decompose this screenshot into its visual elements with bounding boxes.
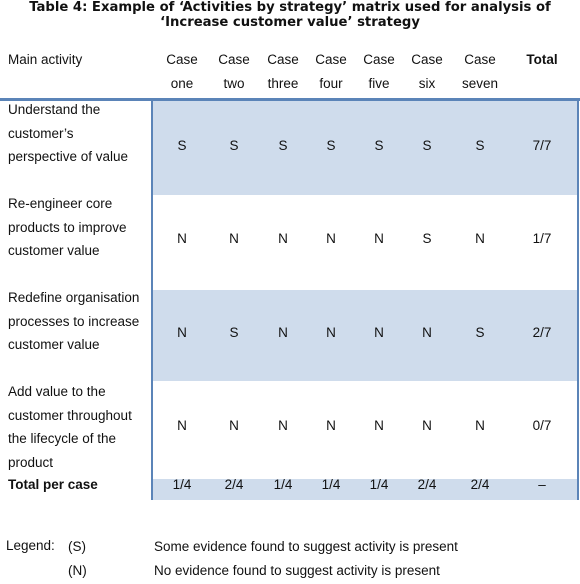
row-4-case-two: N <box>229 418 239 433</box>
row-2-case-six: S <box>422 231 432 246</box>
row-2-case-two: N <box>229 231 239 246</box>
row-3-case-seven: S <box>475 325 485 340</box>
row-1-case-two: S <box>229 138 239 153</box>
header-case-number: five <box>368 76 390 91</box>
header-case-label: Case <box>166 52 198 67</box>
activity-line: product <box>8 454 54 470</box>
row-2-case-three: N <box>278 231 288 246</box>
header-main-activity: Main activity <box>8 52 83 67</box>
total-case-seven: 2/4 <box>470 477 490 492</box>
row-4-case-one: N <box>177 418 187 433</box>
total-case-three: 1/4 <box>273 477 293 492</box>
header-case-number: six <box>418 76 436 91</box>
right-rule <box>577 101 579 500</box>
header-case-number: one <box>170 76 194 91</box>
activity-line: Re-engineer core <box>8 196 113 211</box>
activity-line: customer throughout <box>8 407 132 423</box>
activity-line: customer value <box>8 337 100 352</box>
activity-line: processes to increase <box>8 313 140 329</box>
row-2-case-seven: N <box>475 231 485 246</box>
header-case-label: Case <box>464 52 496 67</box>
header-case-five <box>356 48 402 96</box>
total-case-one: 1/4 <box>172 477 192 492</box>
row-1-case-one: S <box>177 138 187 153</box>
row-1-case-five: S <box>374 138 384 153</box>
legend-text-s: Some evidence found to suggest activity is present <box>154 539 458 554</box>
row-2-total: 1/7 <box>532 231 552 246</box>
row-4-activity <box>8 380 148 474</box>
row-1-case-four: S <box>326 138 336 153</box>
header-case-number: seven <box>461 76 499 91</box>
header-case-label: Case <box>218 52 250 67</box>
total-case-five: 1/4 <box>369 477 389 492</box>
legend-label: Legend: <box>6 538 55 553</box>
header-case-label: Case <box>411 52 443 67</box>
row-2-case-one: N <box>177 231 187 246</box>
row-2-activity <box>8 192 148 263</box>
row-4-case-three: N <box>278 418 288 433</box>
header-case-number: two <box>223 76 245 91</box>
header-case-two <box>212 48 256 96</box>
row-4-case-six: N <box>422 418 432 433</box>
row-4-case-four: N <box>326 418 336 433</box>
header-case-seven <box>456 48 504 96</box>
row-2-case-five: N <box>374 231 384 246</box>
row-3-total: 2/7 <box>532 325 552 340</box>
legend-code-n: (N) <box>68 563 87 578</box>
header-case-number: three <box>267 76 299 91</box>
row-1-activity <box>8 98 148 169</box>
header-case-label: Case <box>363 52 395 67</box>
row-1-case-seven: S <box>475 138 485 153</box>
row-3-case-four: N <box>326 325 336 340</box>
row-4-case-five: N <box>374 418 384 433</box>
row-4-total: 0/7 <box>532 418 552 433</box>
row-3-case-three: N <box>278 325 288 340</box>
row-3-case-two: S <box>229 325 239 340</box>
total-row-label: Total per case <box>8 477 98 492</box>
row-3-activity <box>8 286 148 357</box>
header-case-six <box>404 48 450 96</box>
row-1-case-six: S <box>422 138 432 153</box>
header-case-one <box>160 48 204 96</box>
activity-line: the lifecycle of the <box>8 431 117 446</box>
activity-line: customer value <box>8 243 100 258</box>
table-title: Table 4: Example of ‘Activities by strategy’ matrix used for analysis of ‘Increase customer value’ strategy <box>29 0 551 30</box>
activity-line: Add value to the <box>8 384 106 399</box>
header-case-label: Case <box>315 52 347 67</box>
header-total: Total <box>526 52 558 67</box>
row-1-case-three: S <box>278 138 288 153</box>
row-3-case-six: N <box>422 325 432 340</box>
total-case-four: 1/4 <box>321 477 341 492</box>
row-4-case-seven: N <box>475 418 485 433</box>
legend-text-n: No evidence found to suggest activity is present <box>154 563 440 578</box>
activity-line: perspective of value <box>8 149 129 164</box>
row-1-total: 7/7 <box>532 138 552 153</box>
header-case-label: Case <box>267 52 299 67</box>
activity-line: Redefine organisation <box>8 290 140 305</box>
header-case-three <box>260 48 306 96</box>
total-case-six: 2/4 <box>417 477 437 492</box>
column-rule <box>151 101 153 500</box>
header-case-four <box>308 48 354 96</box>
legend-code-s: (S) <box>68 539 86 554</box>
row-3-case-one: N <box>177 325 187 340</box>
total-case-two: 2/4 <box>224 477 244 492</box>
row-2-case-four: N <box>326 231 336 246</box>
activity-line: customer’s <box>8 125 74 141</box>
header-case-number: four <box>319 76 343 91</box>
row-3-case-five: N <box>374 325 384 340</box>
total-row-total: – <box>538 477 546 492</box>
activity-line: products to improve <box>8 219 127 235</box>
activity-line: Understand the <box>8 102 101 117</box>
